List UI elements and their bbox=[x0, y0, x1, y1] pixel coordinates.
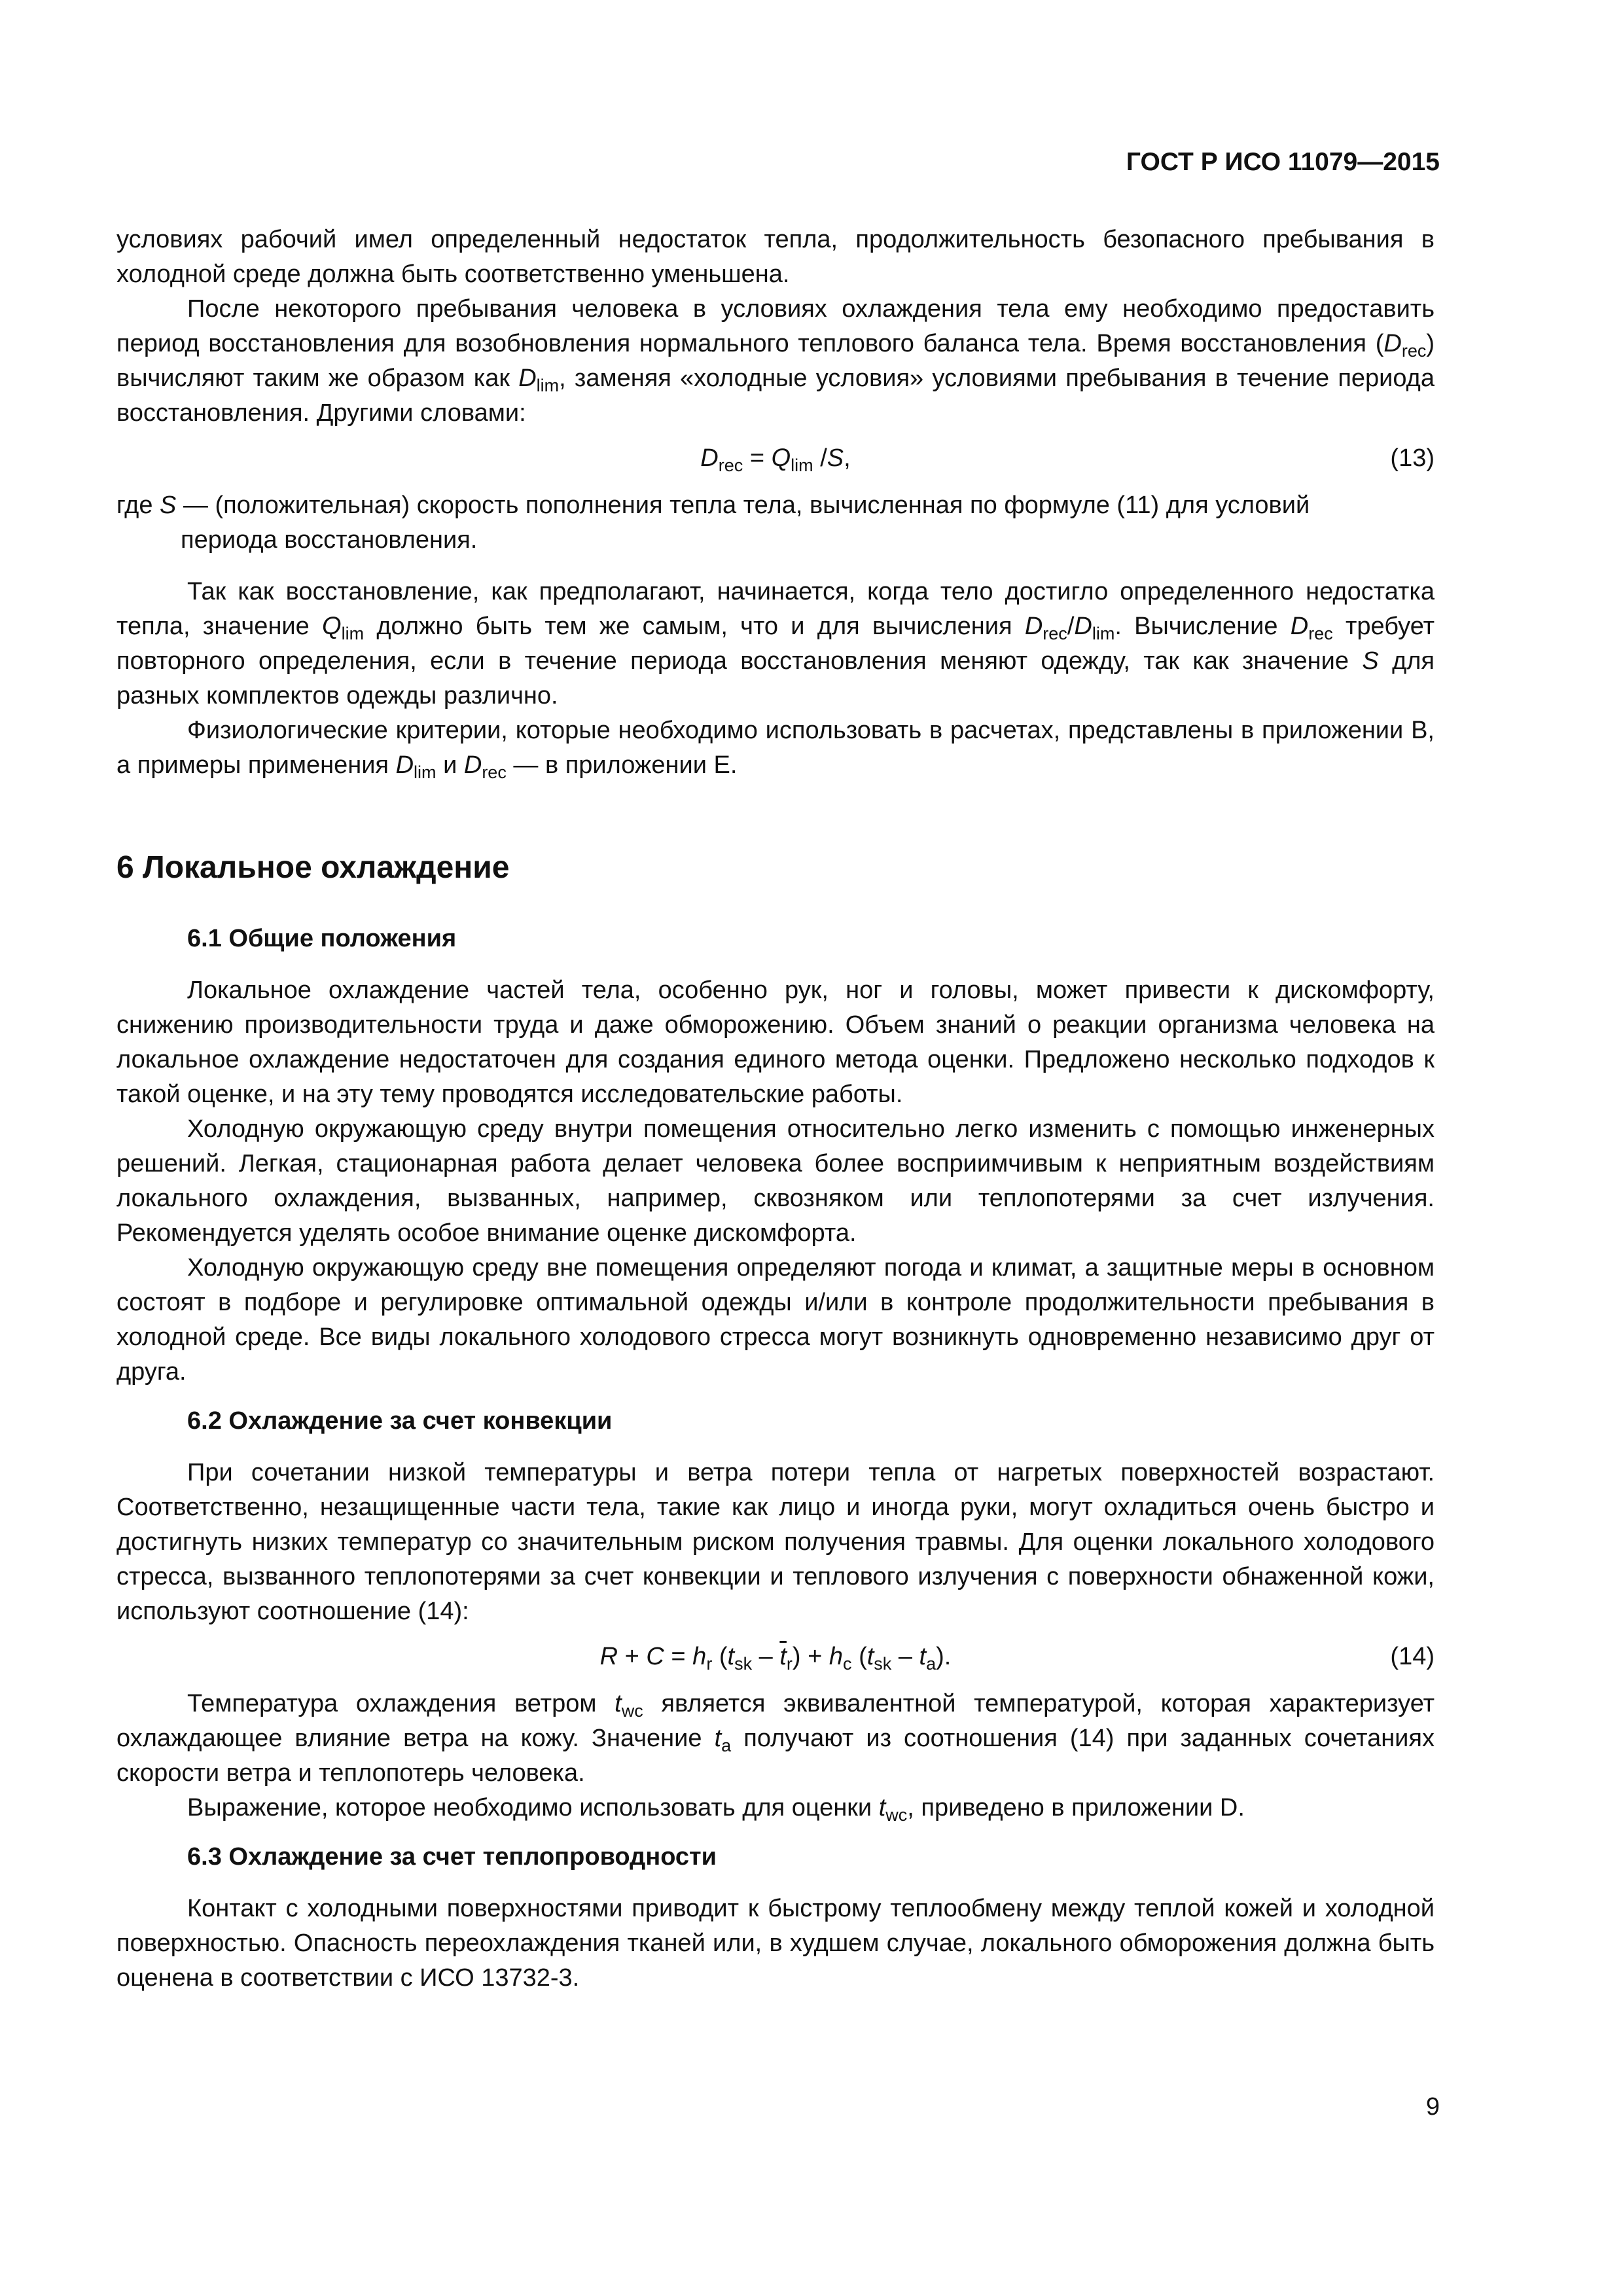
section-heading: 6 Локальное охлаждение bbox=[116, 850, 510, 885]
subsection-heading: 6.2 Охлаждение за счет конвекции bbox=[187, 1407, 613, 1435]
standard-header: ГОСТ Р ИСО 11079—2015 bbox=[1126, 148, 1440, 176]
paragraph: Выражение, которое необходимо использовать для оценки $t_{wc}$, приведено в приложении D. bbox=[187, 1794, 1245, 1825]
subsection-heading: 6.3 Охлаждение за счет теплопроводности bbox=[187, 1843, 717, 1871]
equation-number: (13) bbox=[1390, 444, 1435, 472]
paragraph: Физиологические критерии, которые необходимо использовать в расчетах, представлены в приложении В, а примеры применения $D_{lim}$ и $D_{rec}$ — в приложении Е. bbox=[116, 717, 1435, 782]
paragraph: После некоторого пребывания человека в условиях охлаждения тела ему необходимо предоставить период восстановления для возобновления нормального теплового баланса тела. Время восстановления $(D_{rec})$ вычисляют таким же образом как $D_{lim}$, заменяя «холодные условия» условиями пребывания в течение периода восстановления. Другими словами: bbox=[116, 295, 1435, 427]
equation-13 bbox=[116, 435, 1435, 484]
equation-14 bbox=[116, 1633, 1435, 1683]
paragraph: Контакт с холодными поверхностями приводит к быстрому теплообмену между теплой кожей и холодной поверхностью. Опасность переохлаждения тканей или, в худшем случае, локального обморожения должна быть оценена в соответствии с ИСО 13732-3. bbox=[116, 1895, 1435, 1992]
formula: $R + C = h_r$ $(t_{sk} - \overline{t}_r) + h_c$ $(t_{sk} - t_a)$. bbox=[599, 1643, 952, 1674]
paragraph: условиях рабочий имел определенный недостаток тепла, продолжительность безопасного пребывания в холодной среде должна быть соответственно уменьшена. bbox=[116, 226, 1435, 288]
page-number: 9 bbox=[1425, 2093, 1440, 2121]
equation-number: (14) bbox=[1390, 1643, 1435, 1670]
paragraph: Холодную окружающую среду внутри помещения относительно легко изменить с помощью инженерных решений. Легкая, стационарная работа делает человека более восприимчивым к неприятным воздействиям локального охлаждения, вызванных, например, сквозняком или теплопотерями за счет излучения. Рекомендуется уделять особое внимание оценке дискомфорта. bbox=[116, 1115, 1435, 1247]
body-text bbox=[116, 223, 1435, 1996]
paragraph: Локальное охлаждение частей тела, особенно рук, ног и головы, может привести к дискомфорту, снижению производительности труда и даже обморожению. Объем знаний о реакции организма человека на локальное охлаждение недостаточен для создания единого метода оценки. Предложено несколько подходов к такой оценке, и на эту тему проводятся исследовательские работы. bbox=[116, 977, 1435, 1108]
paragraph: Температура охлаждения ветром $t_{wc}$ является эквивалентной температурой, которая характеризует охлаждающее влияние ветра на кожу. Значение $t_a$ получают из соотношения (14) при заданных сочетаниях скорости ветра и теплопотерь человека. bbox=[116, 1690, 1435, 1787]
subsection-heading: 6.1 Общие положения bbox=[187, 925, 457, 952]
where-clause: где S — (положительная) скорость пополнения тепла тела, вычисленная по формуле (11) для условий периода восстановления. bbox=[116, 492, 1310, 554]
paragraph: Так как восстановление, как предполагают, начинается, когда тело достигло определенного недостатка тепла, значение $Q_{lim}$ должно быть тем же самым, что и для вычисления $D_{rec}/D_{lim}$. Вычисление $D_{rec}$ требует повторного определения, если в течение периода восстановления меняют одежду, так как значение S для разных комплектов одежды различно. bbox=[116, 578, 1435, 709]
formula: $D_{rec} = Q_{lim}$ /S, bbox=[700, 444, 851, 475]
paragraph: Холодную окружающую среду вне помещения определяют погода и климат, а защитные меры в основном состоят в подборе и регулировке оптимальной одежды и/или в контроле продолжительности пребывания в холодной среде. Все виды локального холодового стресса могут возникнуть одновременно независимо друг от друга. bbox=[116, 1254, 1435, 1386]
paragraph: При сочетании низкой температуры и ветра потери тепла от нагретых поверхностей возрастают. Соответственно, незащищенные части тела, такие как лицо и иногда руки, могут охладиться очень быстро и достигнуть низких температур со значительным риском получения травмы. Для оценки локального холодового стресса, вызванного теплопотерями за счет конвекции и теплового излучения с поверхности обнаженной кожи, используют соотношение (14): bbox=[116, 1459, 1435, 1625]
